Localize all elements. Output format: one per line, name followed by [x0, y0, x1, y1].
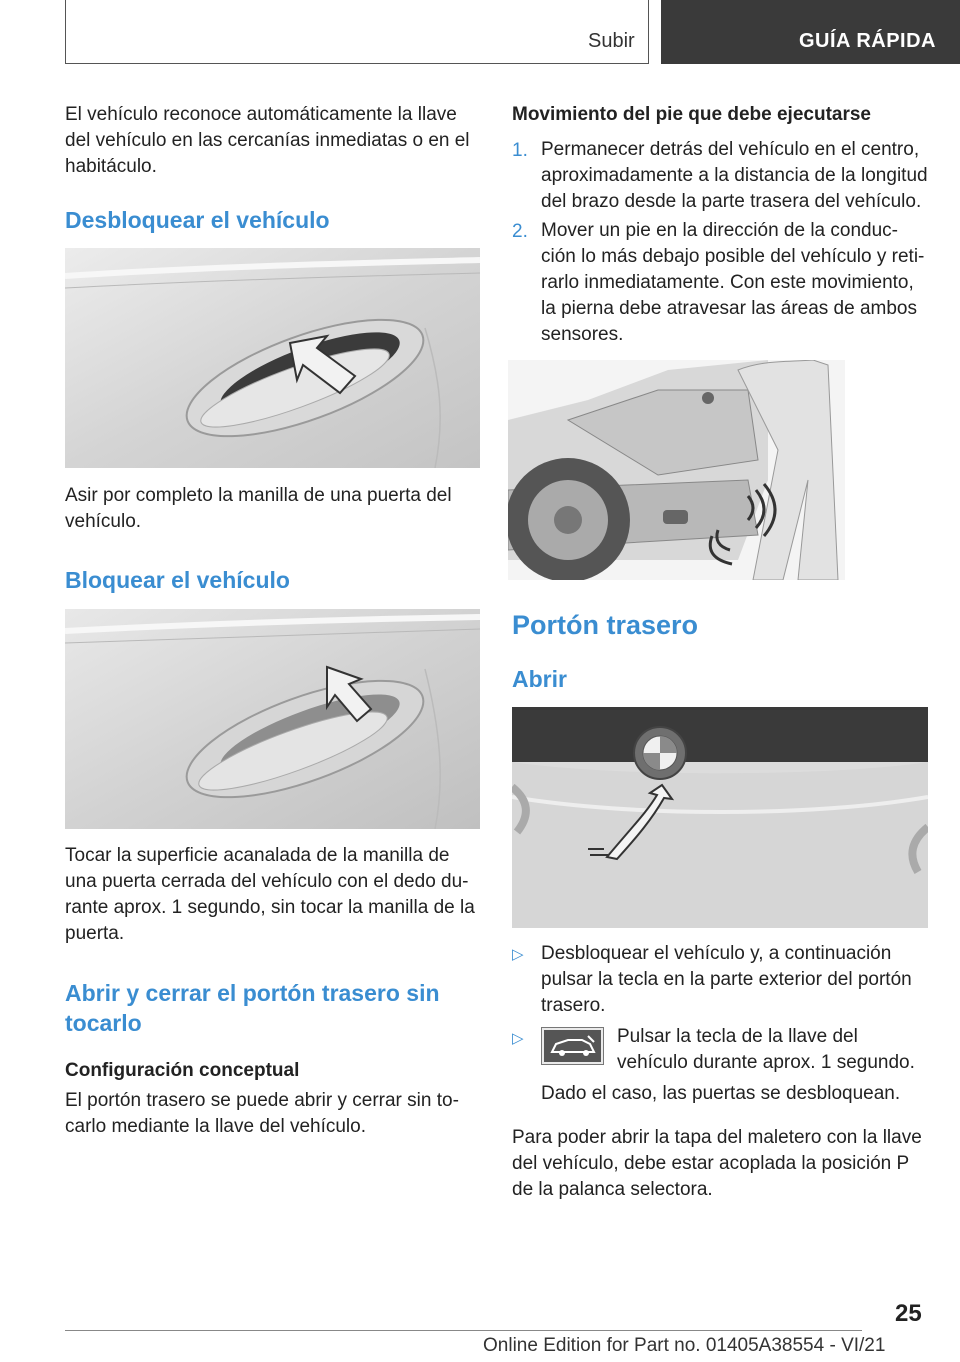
step-number: 1.	[512, 140, 528, 161]
bullet-triangle-icon: ▷	[512, 946, 524, 963]
door-handle-unlock-image	[65, 248, 480, 468]
page-number: 25	[895, 1300, 922, 1327]
bullet-note: Dado el caso, las puertas se desbloquean.	[541, 1083, 901, 1104]
footer-divider	[65, 1330, 862, 1331]
closing-paragraph: Para poder abrir la tapa del maletero con la llave del vehículo, debe estar acoplada la posición P de la palanca selectora.	[512, 1127, 922, 1200]
heading-open: Abrir	[512, 666, 567, 692]
heading-unlock: Desbloquear el vehículo	[65, 207, 330, 233]
foot-movement-image	[508, 360, 845, 580]
bullet-text: Pulsar la tecla de la llave del vehículo durante aprox. 1 segundo.	[617, 1026, 915, 1073]
step-text: Permanecer detrás del vehículo en el centro, aproximadamente a la distancia de la longitud del brazo desde la parte trasera del vehículo.	[541, 139, 928, 212]
heading-lock: Bloquear el vehículo	[65, 567, 290, 593]
tailgate-button-image	[512, 707, 928, 928]
step-text: Mover un pie en la dirección de la conduc-ción lo más debajo posible del vehículo y reti-rarlo inmediatamente. Con este movimiento, la pierna debe atravesar las áreas de ambos sensores.	[541, 220, 925, 345]
unlock-paragraph: Asir por completo la manilla de una puerta del vehículo.	[65, 485, 452, 532]
guia-rapida-label: GUÍA RÁPIDA	[799, 30, 936, 52]
guia-rapida-tab[interactable]	[661, 0, 960, 64]
door-handle-lock-image	[65, 609, 480, 829]
bullet-text: Desbloquear el vehículo y, a continuación pulsar la tecla en la parte exterior del portón trasero.	[541, 943, 912, 1016]
step-number: 2.	[512, 221, 528, 242]
heading-movement: Movimiento del pie que debe ejecutarse	[512, 104, 871, 125]
header-frame	[65, 0, 649, 64]
footer-edition: Online Edition for Part no. 01405A38554 - VI/21	[483, 1335, 886, 1356]
heading-concept: Configuración conceptual	[65, 1060, 300, 1081]
intro-paragraph: El vehículo reconoce automáticamente la llave del vehículo en las cercanías inmediatas o en el habitáculo.	[65, 104, 470, 177]
bullet-triangle-icon: ▷	[512, 1030, 524, 1047]
concept-paragraph: El portón trasero se puede abrir y cerrar sin to-carlo mediante la llave del vehículo.	[65, 1090, 459, 1137]
heading-handsfree: Abrir y cerrar el portón trasero sin tocarlo	[65, 980, 440, 1036]
heading-tailgate: Portón trasero	[512, 610, 699, 640]
car-tailgate-key-icon	[541, 1027, 604, 1065]
subir-link[interactable]: Subir	[588, 30, 635, 52]
lock-paragraph: Tocar la superficie acanalada de la manilla de una puerta cerrada del vehículo con el dedo du-rante aprox. 1 segundo, sin tocar la manilla de la puerta.	[65, 845, 475, 944]
